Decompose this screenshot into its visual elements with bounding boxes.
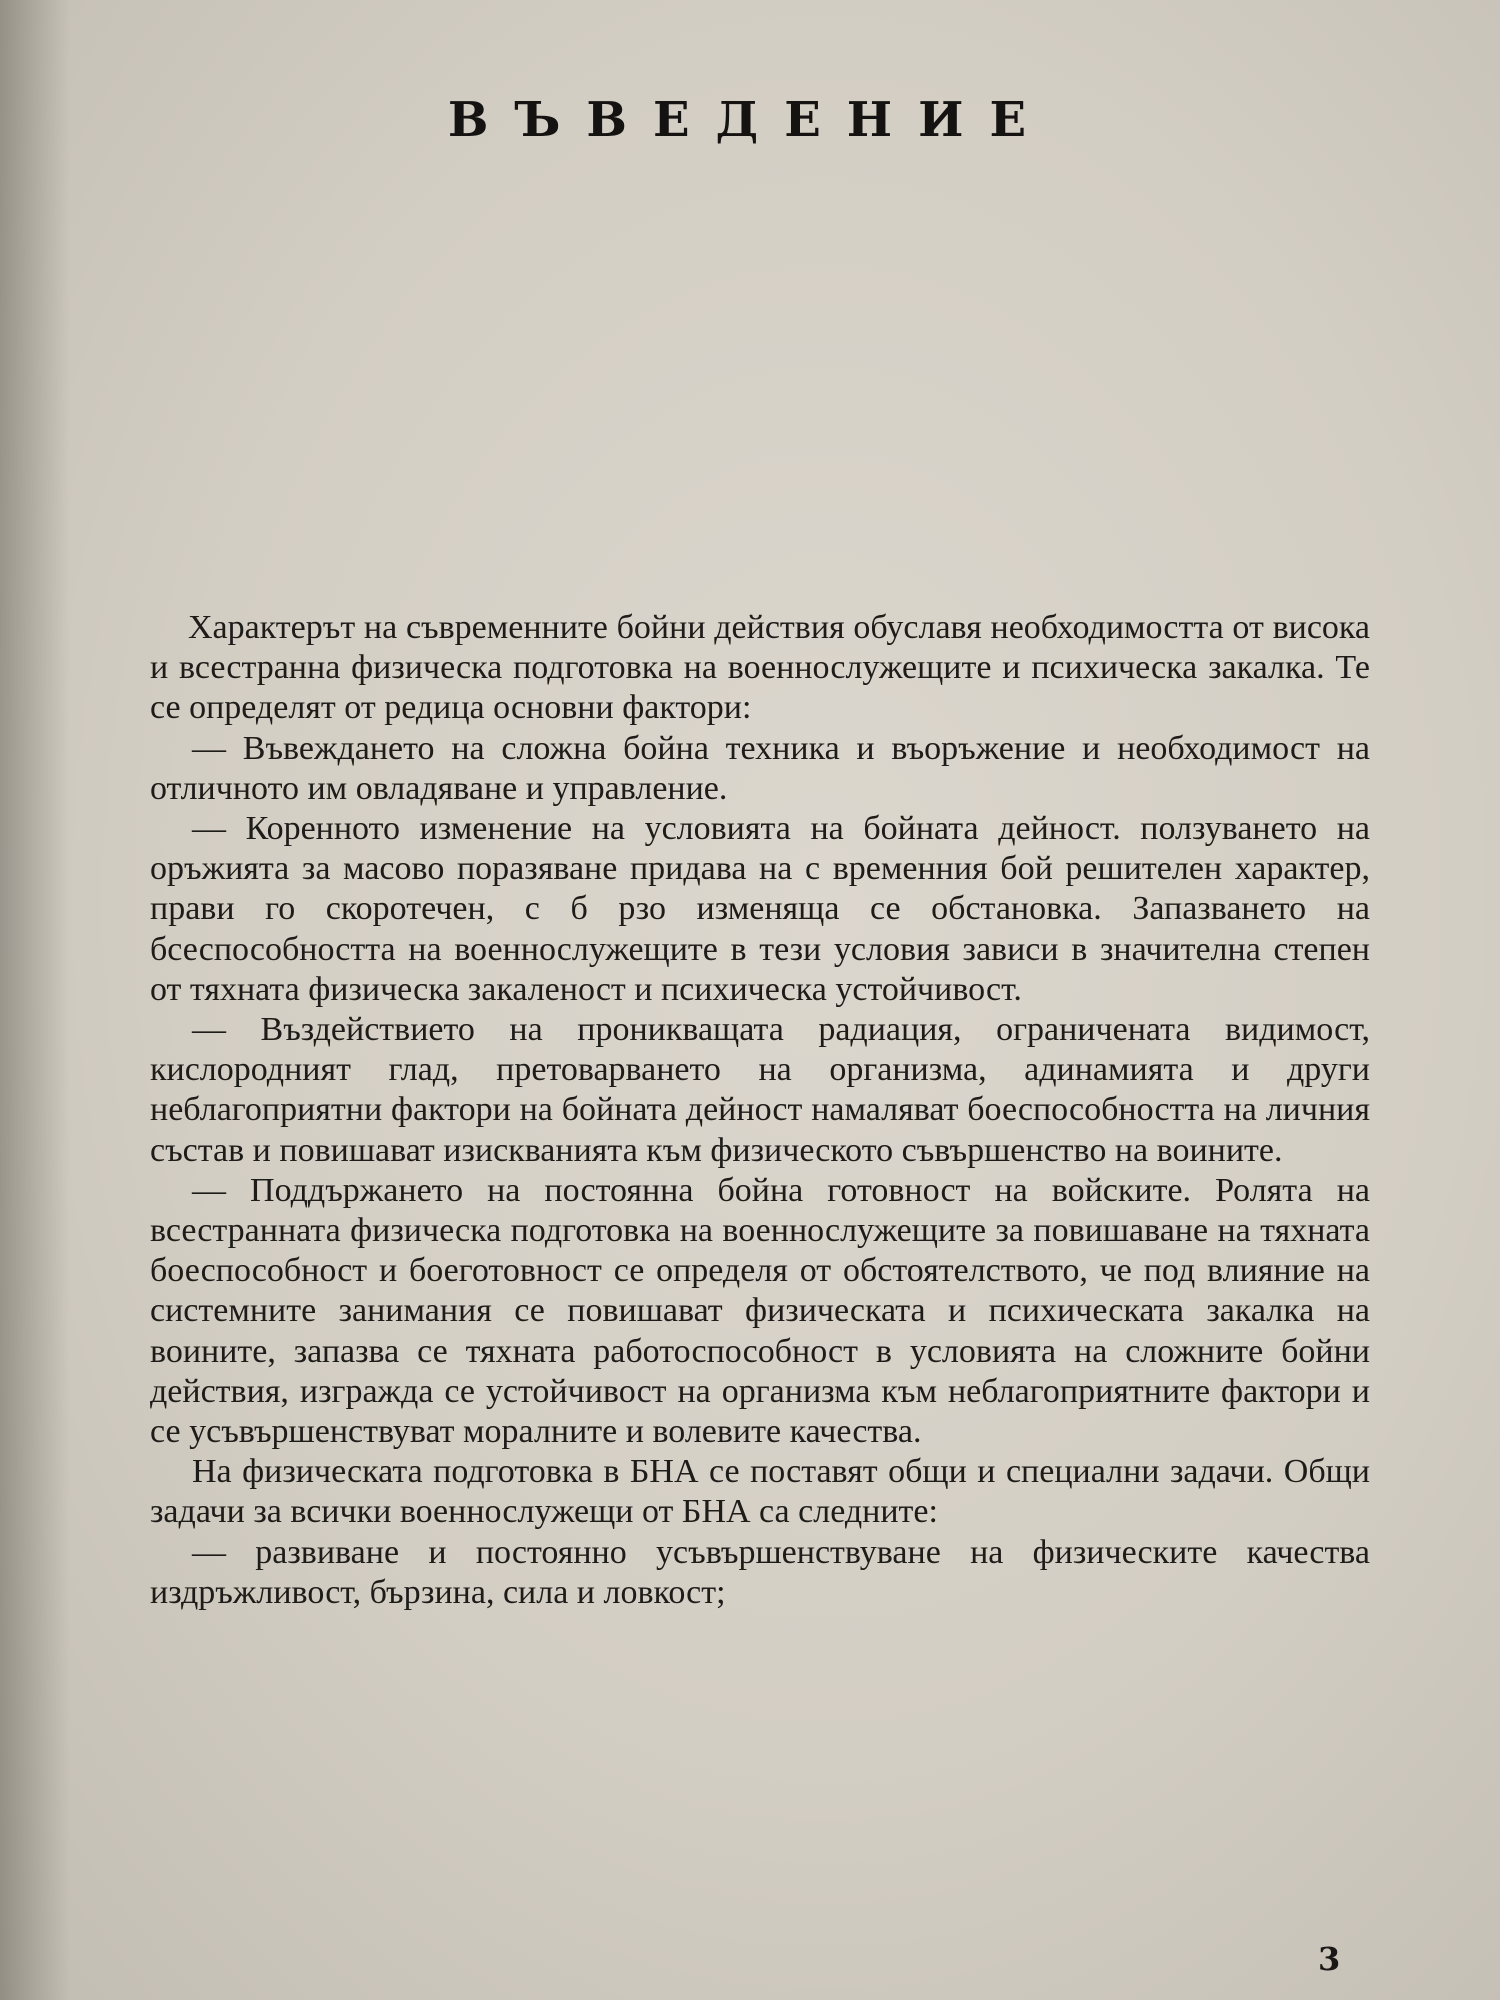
paragraph-intro: Характерът на съвременните бойни действия обуславя необходимостта от висока и всестранна физическа подготовка на военнослужещите и психическа закалка. Те се определят от редица основни фактори: [150,609,1370,727]
body-text [150,608,1370,1613]
paragraph-factor-radiation: — Въздействието на проникващата радиация, ограничената видимост, кислородният глад, претоварването на организма, адинамията и други неблагоприятни фактори на бойната дейност намаляват боеспособността на личния състав и повишават изискванията към физическото съвършенство на воините. [150,1011,1370,1169]
page-number: 3 [1318,1940,1341,1978]
spine-shadow [0,0,70,2000]
paragraph-factor-technology: — Въвеждането на сложна бойна техника и въоръжение и необходимост на отличното им овладяване и управление. [150,729,1370,807]
paragraph-task-qualities: — развиване и постоянно усъвършенствуване на физическите качества издръжливост, бързина, сила и ловкост; [150,1533,1370,1611]
paragraph-factor-readiness: — Поддържането на постоянна бойна готовност на войските. Ролята на всестранната физическа подготовка на военнослужещите за повишаване на тяхната боеспособност и боеготовност се определя от обстоятелството, че под влияние на системните занимания се повишават физическата и психическата закалка на воините, запазва се тяхната работоспособност в условията на сложните бойни действия, изгражда се устойчивост на организма към неблагоприятните фактори и се усъвършенствуват моралните и волевите качества. [150,1171,1370,1451]
paragraph-tasks: На физическата подготовка в БНА се поставят общи и специални задачи. Общи задачи за всички военнослужещи от БНА са следните: [150,1453,1370,1531]
paragraph-factor-conditions: — Коренното изменение на условията на бойната дейност. ползуването на оръжията за масово поразяване придава на с временния бой решителен характер, прави го скоротечен, с б рзо изменяща се обстановка. Запазването на бсеспособността на военнослужещите в тези условия зависи в значителна степен от тяхната физическа закаленост и психическа устойчивост. [150,810,1370,1008]
chapter-heading: ВЪВЕДЕНИЕ [447,92,1053,148]
